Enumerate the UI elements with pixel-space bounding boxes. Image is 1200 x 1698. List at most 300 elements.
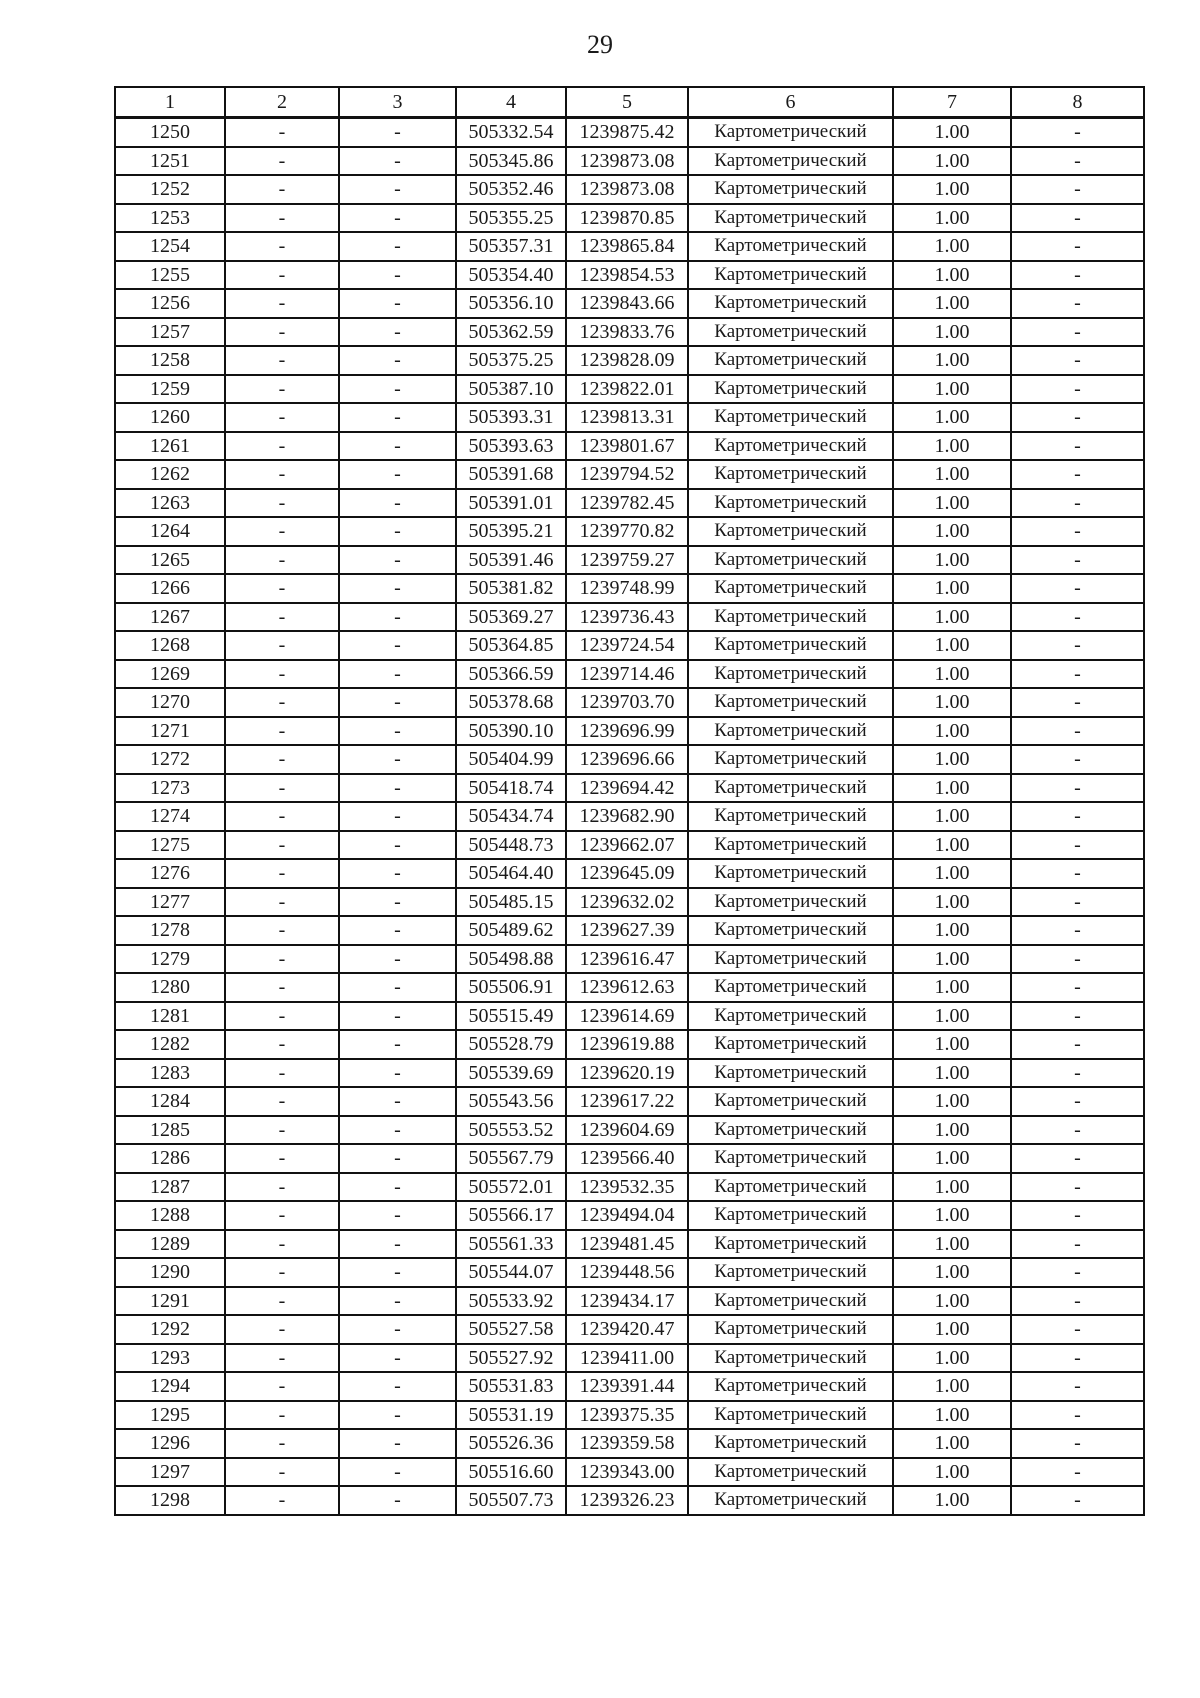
col-2-cell: -: [225, 688, 339, 717]
table-row: [115, 1258, 1144, 1287]
y-coordinate-cell: 1239627.39: [566, 916, 688, 945]
page-number: 29: [587, 30, 613, 59]
col-8-cell: -: [1011, 1401, 1144, 1430]
col-2-cell: -: [225, 346, 339, 375]
col-8-cell: -: [1011, 1087, 1144, 1116]
y-coordinate-cell: 1239770.82: [566, 517, 688, 546]
col-8-cell: -: [1011, 1173, 1144, 1202]
accuracy-cell: 1.00: [893, 1315, 1011, 1344]
y-coordinate-cell: 1239748.99: [566, 574, 688, 603]
y-coordinate-cell: 1239434.17: [566, 1287, 688, 1316]
table-row: [115, 717, 1144, 746]
table-row: [115, 603, 1144, 632]
method-cell: Картометрический: [688, 660, 893, 689]
y-coordinate-cell: 1239813.31: [566, 403, 688, 432]
method-cell: Картометрический: [688, 1059, 893, 1088]
point-number-cell: 1254: [115, 232, 225, 261]
col-2-cell: -: [225, 261, 339, 290]
y-coordinate-cell: 1239326.23: [566, 1486, 688, 1515]
col-2-cell: -: [225, 1315, 339, 1344]
point-number-cell: 1274: [115, 802, 225, 831]
col-3-cell: -: [339, 1344, 456, 1373]
x-coordinate-cell: 505391.01: [456, 489, 566, 518]
table-row: [115, 261, 1144, 290]
table-row: [115, 232, 1144, 261]
x-coordinate-cell: 505567.79: [456, 1144, 566, 1173]
col-3-cell: -: [339, 859, 456, 888]
col-8-cell: -: [1011, 1287, 1144, 1316]
col-3-cell: -: [339, 574, 456, 603]
table-row: [115, 118, 1144, 147]
col-8-cell: -: [1011, 546, 1144, 575]
accuracy-cell: 1.00: [893, 717, 1011, 746]
col-3-cell: -: [339, 232, 456, 261]
col-2-cell: -: [225, 204, 339, 233]
y-coordinate-cell: 1239801.67: [566, 432, 688, 461]
x-coordinate-cell: 505531.83: [456, 1372, 566, 1401]
y-coordinate-cell: 1239694.42: [566, 774, 688, 803]
point-number-cell: 1275: [115, 831, 225, 860]
col-8-cell: -: [1011, 318, 1144, 347]
x-coordinate-cell: 505553.52: [456, 1116, 566, 1145]
method-cell: Картометрический: [688, 118, 893, 147]
x-coordinate-cell: 505489.62: [456, 916, 566, 945]
col-2-cell: -: [225, 546, 339, 575]
col-2-cell: -: [225, 1030, 339, 1059]
col-8-cell: -: [1011, 660, 1144, 689]
method-cell: Картометрический: [688, 1230, 893, 1259]
accuracy-cell: 1.00: [893, 574, 1011, 603]
x-coordinate-cell: 505391.46: [456, 546, 566, 575]
col-8-cell: -: [1011, 717, 1144, 746]
col-8-cell: -: [1011, 1344, 1144, 1373]
col-3-cell: -: [339, 147, 456, 176]
col-3-cell: -: [339, 1287, 456, 1316]
accuracy-cell: 1.00: [893, 1258, 1011, 1287]
table-row: [115, 1002, 1144, 1031]
col-3-cell: -: [339, 660, 456, 689]
table-row: [115, 802, 1144, 831]
col-3-cell: -: [339, 688, 456, 717]
point-number-cell: 1270: [115, 688, 225, 717]
accuracy-cell: 1.00: [893, 631, 1011, 660]
col-2-cell: -: [225, 289, 339, 318]
accuracy-cell: 1.00: [893, 888, 1011, 917]
y-coordinate-cell: 1239359.58: [566, 1429, 688, 1458]
method-cell: Картометрический: [688, 1002, 893, 1031]
col-3-cell: -: [339, 774, 456, 803]
y-coordinate-cell: 1239736.43: [566, 603, 688, 632]
column-header-1: 1: [115, 87, 225, 118]
y-coordinate-cell: 1239616.47: [566, 945, 688, 974]
col-8-cell: -: [1011, 603, 1144, 632]
point-number-cell: 1260: [115, 403, 225, 432]
x-coordinate-cell: 505526.36: [456, 1429, 566, 1458]
y-coordinate-cell: 1239662.07: [566, 831, 688, 860]
x-coordinate-cell: 505533.92: [456, 1287, 566, 1316]
col-2-cell: -: [225, 1486, 339, 1515]
point-number-cell: 1295: [115, 1401, 225, 1430]
x-coordinate-cell: 505485.15: [456, 888, 566, 917]
method-cell: Картометрический: [688, 346, 893, 375]
accuracy-cell: 1.00: [893, 1344, 1011, 1373]
col-3-cell: -: [339, 973, 456, 1002]
accuracy-cell: 1.00: [893, 859, 1011, 888]
x-coordinate-cell: 505404.99: [456, 745, 566, 774]
col-2-cell: -: [225, 1458, 339, 1487]
point-number-cell: 1279: [115, 945, 225, 974]
x-coordinate-cell: 505364.85: [456, 631, 566, 660]
point-number-cell: 1292: [115, 1315, 225, 1344]
point-number-cell: 1252: [115, 175, 225, 204]
table-row: [115, 1173, 1144, 1202]
col-3-cell: -: [339, 403, 456, 432]
col-3-cell: -: [339, 1315, 456, 1344]
accuracy-cell: 1.00: [893, 489, 1011, 518]
col-3-cell: -: [339, 346, 456, 375]
y-coordinate-cell: 1239696.66: [566, 745, 688, 774]
y-coordinate-cell: 1239865.84: [566, 232, 688, 261]
col-2-cell: -: [225, 603, 339, 632]
point-number-cell: 1285: [115, 1116, 225, 1145]
table-row: [115, 1486, 1144, 1515]
col-8-cell: -: [1011, 118, 1144, 147]
x-coordinate-cell: 505381.82: [456, 574, 566, 603]
col-8-cell: -: [1011, 888, 1144, 917]
table-row: [115, 204, 1144, 233]
table-row: [115, 289, 1144, 318]
accuracy-cell: 1.00: [893, 1230, 1011, 1259]
col-8-cell: -: [1011, 204, 1144, 233]
accuracy-cell: 1.00: [893, 546, 1011, 575]
method-cell: Картометрический: [688, 1116, 893, 1145]
col-2-cell: -: [225, 1059, 339, 1088]
x-coordinate-cell: 505464.40: [456, 859, 566, 888]
table-row: [115, 403, 1144, 432]
y-coordinate-cell: 1239873.08: [566, 147, 688, 176]
accuracy-cell: 1.00: [893, 1486, 1011, 1515]
accuracy-cell: 1.00: [893, 403, 1011, 432]
col-8-cell: -: [1011, 774, 1144, 803]
accuracy-cell: 1.00: [893, 375, 1011, 404]
col-3-cell: -: [339, 603, 456, 632]
table-row: [115, 774, 1144, 803]
accuracy-cell: 1.00: [893, 831, 1011, 860]
x-coordinate-cell: 505434.74: [456, 802, 566, 831]
col-2-cell: -: [225, 1401, 339, 1430]
col-2-cell: -: [225, 1201, 339, 1230]
y-coordinate-cell: 1239604.69: [566, 1116, 688, 1145]
method-cell: Картометрический: [688, 688, 893, 717]
col-8-cell: -: [1011, 859, 1144, 888]
accuracy-cell: 1.00: [893, 147, 1011, 176]
col-2-cell: -: [225, 1258, 339, 1287]
col-2-cell: -: [225, 1287, 339, 1316]
method-cell: Картометрический: [688, 1287, 893, 1316]
col-2-cell: -: [225, 945, 339, 974]
accuracy-cell: 1.00: [893, 916, 1011, 945]
col-8-cell: -: [1011, 688, 1144, 717]
col-8-cell: -: [1011, 261, 1144, 290]
accuracy-cell: 1.00: [893, 346, 1011, 375]
col-3-cell: -: [339, 546, 456, 575]
col-3-cell: -: [339, 318, 456, 347]
col-8-cell: -: [1011, 1059, 1144, 1088]
col-2-cell: -: [225, 745, 339, 774]
col-3-cell: -: [339, 916, 456, 945]
col-2-cell: -: [225, 1429, 339, 1458]
table-row: [115, 1116, 1144, 1145]
method-cell: Картометрический: [688, 289, 893, 318]
col-2-cell: -: [225, 831, 339, 860]
table-row: [115, 318, 1144, 347]
method-cell: Картометрический: [688, 859, 893, 888]
col-2-cell: -: [225, 147, 339, 176]
method-cell: Картометрический: [688, 375, 893, 404]
col-2-cell: -: [225, 1372, 339, 1401]
method-cell: Картометрический: [688, 888, 893, 917]
col-8-cell: -: [1011, 147, 1144, 176]
col-2-cell: -: [225, 631, 339, 660]
x-coordinate-cell: 505390.10: [456, 717, 566, 746]
table-row: [115, 1401, 1144, 1430]
accuracy-cell: 1.00: [893, 1144, 1011, 1173]
accuracy-cell: 1.00: [893, 973, 1011, 1002]
col-8-cell: -: [1011, 232, 1144, 261]
col-3-cell: -: [339, 1230, 456, 1259]
col-2-cell: -: [225, 403, 339, 432]
col-3-cell: -: [339, 460, 456, 489]
point-number-cell: 1266: [115, 574, 225, 603]
col-2-cell: -: [225, 432, 339, 461]
y-coordinate-cell: 1239870.85: [566, 204, 688, 233]
col-8-cell: -: [1011, 916, 1144, 945]
col-8-cell: -: [1011, 1230, 1144, 1259]
y-coordinate-cell: 1239619.88: [566, 1030, 688, 1059]
column-header-6: 6: [688, 87, 893, 118]
method-cell: Картометрический: [688, 432, 893, 461]
table-row: [115, 346, 1144, 375]
col-8-cell: -: [1011, 175, 1144, 204]
x-coordinate-cell: 505393.31: [456, 403, 566, 432]
table-row: [115, 1372, 1144, 1401]
col-8-cell: -: [1011, 802, 1144, 831]
x-coordinate-cell: 505352.46: [456, 175, 566, 204]
col-3-cell: -: [339, 1201, 456, 1230]
accuracy-cell: 1.00: [893, 232, 1011, 261]
method-cell: Картометрический: [688, 232, 893, 261]
col-2-cell: -: [225, 1344, 339, 1373]
col-3-cell: -: [339, 489, 456, 518]
column-header-7: 7: [893, 87, 1011, 118]
table-row: [115, 147, 1144, 176]
col-3-cell: -: [339, 1087, 456, 1116]
table-row: [115, 888, 1144, 917]
y-coordinate-cell: 1239391.44: [566, 1372, 688, 1401]
point-number-cell: 1293: [115, 1344, 225, 1373]
x-coordinate-cell: 505355.25: [456, 204, 566, 233]
col-3-cell: -: [339, 831, 456, 860]
col-3-cell: -: [339, 175, 456, 204]
point-number-cell: 1284: [115, 1087, 225, 1116]
col-8-cell: -: [1011, 973, 1144, 1002]
col-3-cell: -: [339, 945, 456, 974]
table-row: [115, 1030, 1144, 1059]
col-3-cell: -: [339, 1486, 456, 1515]
x-coordinate-cell: 505345.86: [456, 147, 566, 176]
table-row: [115, 1287, 1144, 1316]
x-coordinate-cell: 505527.58: [456, 1315, 566, 1344]
x-coordinate-cell: 505507.73: [456, 1486, 566, 1515]
col-3-cell: -: [339, 1059, 456, 1088]
point-number-cell: 1261: [115, 432, 225, 461]
table-row: [115, 631, 1144, 660]
col-2-cell: -: [225, 973, 339, 1002]
col-3-cell: -: [339, 118, 456, 147]
method-cell: Картометрический: [688, 1201, 893, 1230]
col-2-cell: -: [225, 1116, 339, 1145]
accuracy-cell: 1.00: [893, 1372, 1011, 1401]
col-8-cell: -: [1011, 289, 1144, 318]
col-2-cell: -: [225, 118, 339, 147]
table-row: [115, 1344, 1144, 1373]
col-2-cell: -: [225, 460, 339, 489]
point-number-cell: 1296: [115, 1429, 225, 1458]
col-3-cell: -: [339, 1401, 456, 1430]
accuracy-cell: 1.00: [893, 318, 1011, 347]
point-number-cell: 1268: [115, 631, 225, 660]
method-cell: Картометрический: [688, 973, 893, 1002]
point-number-cell: 1271: [115, 717, 225, 746]
accuracy-cell: 1.00: [893, 1458, 1011, 1487]
col-2-cell: -: [225, 774, 339, 803]
col-3-cell: -: [339, 375, 456, 404]
x-coordinate-cell: 505528.79: [456, 1030, 566, 1059]
table-row: [115, 745, 1144, 774]
col-3-cell: -: [339, 204, 456, 233]
accuracy-cell: 1.00: [893, 1201, 1011, 1230]
point-number-cell: 1294: [115, 1372, 225, 1401]
accuracy-cell: 1.00: [893, 1087, 1011, 1116]
col-3-cell: -: [339, 717, 456, 746]
col-2-cell: -: [225, 318, 339, 347]
method-cell: Картометрический: [688, 603, 893, 632]
point-number-cell: 1251: [115, 147, 225, 176]
accuracy-cell: 1.00: [893, 1002, 1011, 1031]
accuracy-cell: 1.00: [893, 289, 1011, 318]
accuracy-cell: 1.00: [893, 460, 1011, 489]
y-coordinate-cell: 1239375.35: [566, 1401, 688, 1430]
col-2-cell: -: [225, 1230, 339, 1259]
col-8-cell: -: [1011, 1002, 1144, 1031]
col-3-cell: -: [339, 1429, 456, 1458]
y-coordinate-cell: 1239833.76: [566, 318, 688, 347]
col-8-cell: -: [1011, 346, 1144, 375]
y-coordinate-cell: 1239724.54: [566, 631, 688, 660]
x-coordinate-cell: 505566.17: [456, 1201, 566, 1230]
method-cell: Картометрический: [688, 1429, 893, 1458]
point-number-cell: 1267: [115, 603, 225, 632]
accuracy-cell: 1.00: [893, 774, 1011, 803]
point-number-cell: 1253: [115, 204, 225, 233]
method-cell: Картометрический: [688, 574, 893, 603]
col-2-cell: -: [225, 574, 339, 603]
accuracy-cell: 1.00: [893, 261, 1011, 290]
y-coordinate-cell: 1239843.66: [566, 289, 688, 318]
col-3-cell: -: [339, 261, 456, 290]
table-row: [115, 574, 1144, 603]
method-cell: Картометрический: [688, 1401, 893, 1430]
table-row: [115, 460, 1144, 489]
method-cell: Картометрический: [688, 802, 893, 831]
col-8-cell: -: [1011, 1315, 1144, 1344]
y-coordinate-cell: 1239614.69: [566, 1002, 688, 1031]
y-coordinate-cell: 1239682.90: [566, 802, 688, 831]
col-8-cell: -: [1011, 1030, 1144, 1059]
col-8-cell: -: [1011, 574, 1144, 603]
table-row: [115, 1144, 1144, 1173]
point-number-cell: 1281: [115, 1002, 225, 1031]
point-number-cell: 1280: [115, 973, 225, 1002]
method-cell: Картометрический: [688, 261, 893, 290]
x-coordinate-cell: 505357.31: [456, 232, 566, 261]
accuracy-cell: 1.00: [893, 945, 1011, 974]
accuracy-cell: 1.00: [893, 175, 1011, 204]
col-2-cell: -: [225, 489, 339, 518]
point-number-cell: 1278: [115, 916, 225, 945]
col-8-cell: -: [1011, 1372, 1144, 1401]
accuracy-cell: 1.00: [893, 517, 1011, 546]
point-number-cell: 1290: [115, 1258, 225, 1287]
accuracy-cell: 1.00: [893, 204, 1011, 233]
method-cell: Картометрический: [688, 945, 893, 974]
method-cell: Картометрический: [688, 1315, 893, 1344]
table-row: [115, 1230, 1144, 1259]
method-cell: Картометрический: [688, 517, 893, 546]
method-cell: Картометрический: [688, 717, 893, 746]
y-coordinate-cell: 1239873.08: [566, 175, 688, 204]
x-coordinate-cell: 505387.10: [456, 375, 566, 404]
method-cell: Картометрический: [688, 489, 893, 518]
col-2-cell: -: [225, 175, 339, 204]
x-coordinate-cell: 505418.74: [456, 774, 566, 803]
point-number-cell: 1276: [115, 859, 225, 888]
accuracy-cell: 1.00: [893, 1401, 1011, 1430]
point-number-cell: 1262: [115, 460, 225, 489]
table-row: [115, 517, 1144, 546]
method-cell: Картометрический: [688, 204, 893, 233]
point-number-cell: 1255: [115, 261, 225, 290]
accuracy-cell: 1.00: [893, 432, 1011, 461]
y-coordinate-cell: 1239759.27: [566, 546, 688, 575]
method-cell: Картометрический: [688, 403, 893, 432]
y-coordinate-cell: 1239448.56: [566, 1258, 688, 1287]
point-number-cell: 1282: [115, 1030, 225, 1059]
accuracy-cell: 1.00: [893, 118, 1011, 147]
method-cell: Картометрический: [688, 460, 893, 489]
y-coordinate-cell: 1239703.70: [566, 688, 688, 717]
y-coordinate-cell: 1239532.35: [566, 1173, 688, 1202]
x-coordinate-cell: 505395.21: [456, 517, 566, 546]
column-header-5: 5: [566, 87, 688, 118]
col-2-cell: -: [225, 660, 339, 689]
col-3-cell: -: [339, 1116, 456, 1145]
col-2-cell: -: [225, 232, 339, 261]
coordinates-table: [114, 86, 1145, 1516]
col-8-cell: -: [1011, 375, 1144, 404]
y-coordinate-cell: 1239566.40: [566, 1144, 688, 1173]
y-coordinate-cell: 1239411.00: [566, 1344, 688, 1373]
